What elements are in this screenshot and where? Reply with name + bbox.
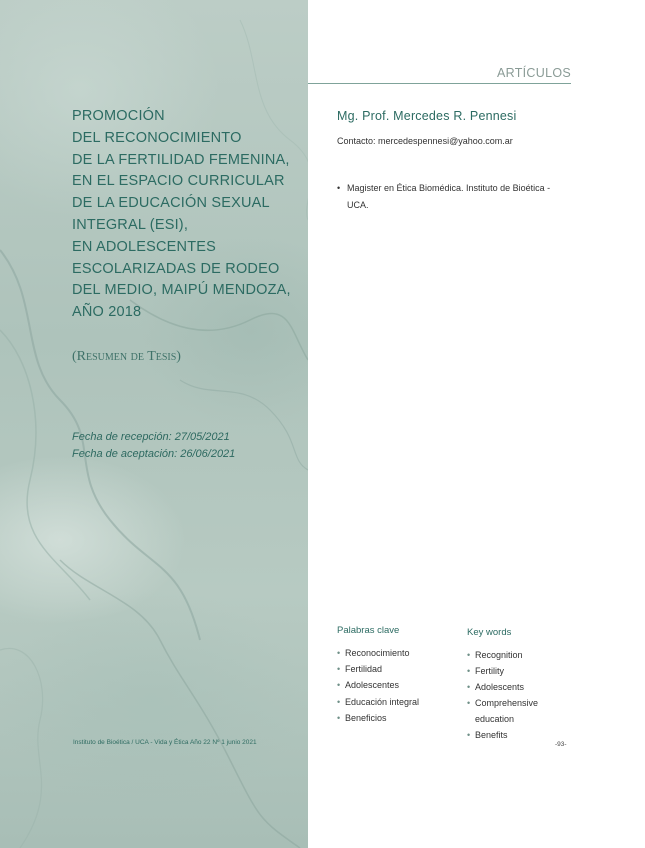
keyword-label: Adolescentes: [345, 680, 400, 691]
keyword-item: [467, 695, 577, 727]
bullet-icon: •: [337, 696, 341, 707]
title-line: EN EL ESPACIO CURRICULAR: [72, 173, 285, 190]
title-line: DE LA FERTILIDAD FEMENINA,: [72, 151, 290, 168]
keyword-item: [337, 694, 419, 710]
bullet-icon: •: [467, 698, 471, 708]
keywords-heading: Key words: [467, 627, 512, 638]
cover-panel: [0, 0, 308, 848]
article-title: [72, 106, 291, 324]
article-dates: [72, 429, 235, 463]
title-line: EN ADOLESCENTES: [72, 238, 217, 255]
author-name: Mg. Prof. Mercedes R. Pennesi: [337, 109, 517, 123]
keyword-item: [337, 661, 419, 677]
keywords-spanish: [337, 625, 419, 726]
keyword-item: [467, 647, 577, 663]
keyword-label: Beneficios: [345, 712, 387, 723]
accepted-date: Fecha de aceptación: 26/06/2021: [72, 448, 236, 460]
title-line: INTEGRAL (ESI),: [72, 216, 189, 233]
bullet-icon: •: [337, 183, 341, 193]
keyword-label: Benefits: [475, 730, 508, 740]
keyword-item: [467, 679, 577, 695]
keyword-label: Educación integral: [345, 696, 420, 707]
received-date: Fecha de recepción: 27/05/2021: [72, 431, 230, 443]
keyword-label: Fertilidad: [345, 664, 383, 675]
bullet-icon: •: [337, 648, 341, 658]
keyword-label: Recognition: [475, 650, 523, 660]
title-line: PROMOCIÓN: [72, 108, 165, 124]
keyword-item: [337, 645, 419, 661]
bullet-icon: •: [337, 680, 341, 691]
keyword-label: Comprehensive education: [475, 698, 539, 724]
bullet-icon: •: [337, 712, 341, 723]
keyword-list: [467, 647, 577, 743]
keywords-heading: Palabras clave: [337, 625, 400, 636]
affiliation-text: Magister en Ética Biomédica. Instituto de Bioética - UCA.: [347, 183, 551, 210]
keyword-label: Adolescents: [475, 682, 525, 692]
keyword-label: Fertility: [475, 666, 504, 676]
title-line: AÑO 2018: [72, 304, 142, 321]
keyword-list: [337, 645, 419, 726]
section-label: ARTÍCULOS: [496, 66, 571, 80]
author-contact: Contacto: mercedespennesi@yahoo.com.ar: [337, 136, 513, 146]
bullet-icon: •: [467, 682, 471, 692]
keyword-label: Reconocimiento: [345, 648, 410, 658]
section-divider: [308, 83, 571, 84]
title-line: DEL RECONOCIMIENTO: [72, 129, 242, 146]
title-line: DEL MEDIO, MAIPÚ MENDOZA,: [72, 282, 291, 299]
keyword-item: [337, 710, 419, 726]
keyword-item: [467, 663, 577, 679]
bullet-icon: •: [467, 730, 471, 740]
keywords-english: [467, 627, 577, 743]
bullet-icon: •: [337, 664, 341, 675]
title-line: DE LA EDUCACIÓN SEXUAL: [72, 195, 270, 212]
title-line: ESCOLARIZADAS DE RODEO: [72, 260, 280, 277]
author-affiliation: [337, 180, 557, 214]
page-number: -93-: [555, 741, 567, 748]
keyword-item: [337, 677, 419, 693]
bullet-icon: •: [467, 666, 471, 676]
journal-footer: Instituto de Bioética / UCA - Vida y Ética Año 22 Nº 1 junio 2021: [73, 739, 257, 746]
article-subtitle: (Resumen de Tesis): [72, 349, 181, 364]
bullet-icon: •: [467, 650, 471, 660]
